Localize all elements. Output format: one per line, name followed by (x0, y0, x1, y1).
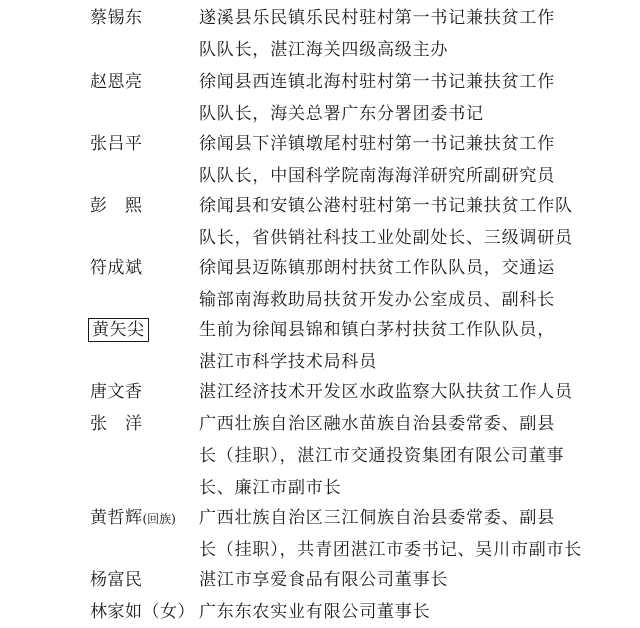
person-name (88, 318, 149, 342)
description-line: 广东东农实业有限公司董事长 (199, 602, 431, 622)
person-name-text: 张 洋 (90, 414, 143, 434)
person-name-text: 彭 熙 (90, 196, 143, 216)
position-description (199, 66, 559, 130)
position-description (199, 596, 559, 628)
person-name-text: 黄哲辉 (90, 508, 143, 528)
description-line: 广西壮族自治区融水苗族自治县委常委、副县 (199, 414, 555, 434)
description-line: 输部南海救助局扶贫开发办公室成员、副科长 (199, 290, 555, 310)
description-line: 徐闻县和安镇公港村驻村第一书记兼扶贫工作队 (199, 196, 573, 216)
description-line: 湛江市科学技术局科员 (199, 352, 377, 372)
description-line: 湛江市享爱食品有限公司董事长 (199, 570, 449, 590)
description-line: 队队长，中国科学院南海海洋研究所副研究员 (199, 166, 555, 186)
person-name (90, 508, 176, 529)
person-name-text: 唐文香 (90, 382, 143, 402)
person-name-text: 黄矢尖 (92, 320, 145, 340)
position-description (199, 252, 559, 316)
description-line: 湛江经济技术开发区水政监察大队扶贫工作人员 (199, 382, 573, 402)
person-name-text: 蔡锡东 (90, 8, 143, 28)
description-line: 生前为徐闻县锦和镇白茅村扶贫工作队队员， (199, 320, 555, 340)
person-name-text: 赵恩亮 (90, 72, 143, 92)
position-description (199, 128, 559, 192)
position-description (199, 190, 573, 254)
description-line: 长、廉江市副市长 (199, 478, 342, 498)
description-line: 队队长，湛江海关四级高级主办 (199, 40, 449, 60)
person-name-text: 林家如（女） (90, 602, 195, 622)
person-name-text: 符成斌 (90, 258, 143, 278)
person-name (90, 570, 143, 590)
ethnicity-note: (回族) (142, 512, 176, 526)
person-name (90, 196, 143, 216)
person-name (90, 602, 195, 622)
position-description (199, 376, 573, 408)
position-description (199, 564, 559, 596)
person-name (90, 72, 143, 92)
description-line: 长（挂职），湛江市交通投资集团有限公司董事 (199, 446, 565, 466)
position-description (199, 502, 583, 566)
description-line: 徐闻县迈陈镇那朗村扶贫工作队队员，交通运 (199, 258, 555, 278)
description-line: 长（挂职），共青团湛江市委书记、吴川市副市长 (199, 540, 583, 560)
description-line: 广西壮族自治区三江侗族自治县委常委、副县 (199, 508, 555, 528)
person-name (90, 8, 143, 28)
person-name (90, 414, 143, 434)
description-line: 徐闻县下洋镇墩尾村驻村第一书记兼扶贫工作 (199, 134, 555, 154)
position-description (199, 2, 559, 66)
description-line: 队队长，海关总署广东分署团委书记 (199, 104, 484, 124)
description-line: 徐闻县西连镇北海村驻村第一书记兼扶贫工作 (199, 72, 555, 92)
description-line: 队长，省供销社科技工业处副处长、三级调研员 (199, 228, 573, 248)
description-line: 遂溪县乐民镇乐民村驻村第一书记兼扶贫工作 (199, 8, 555, 28)
person-name (90, 258, 143, 278)
person-name (90, 382, 143, 402)
position-description (199, 408, 565, 504)
person-name (90, 134, 143, 154)
position-description (199, 314, 559, 378)
person-name-text: 杨富民 (90, 570, 143, 590)
person-name-text: 张吕平 (90, 134, 143, 154)
